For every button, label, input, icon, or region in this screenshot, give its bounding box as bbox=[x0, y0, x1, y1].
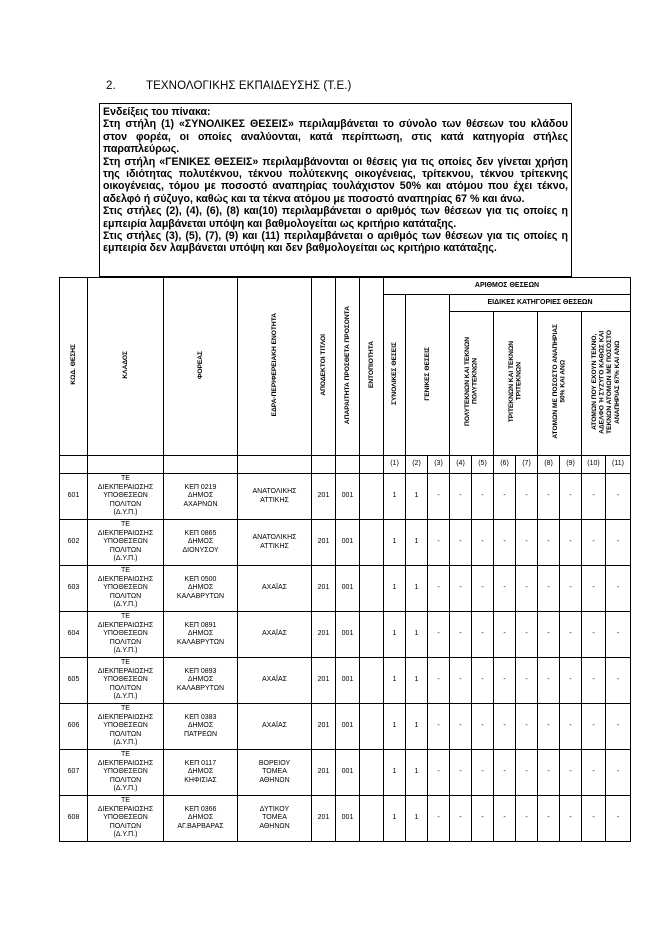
cell-count: - bbox=[582, 474, 606, 520]
table-row bbox=[60, 566, 631, 612]
cell-branch-line: (Δ.Υ.Π.) bbox=[113, 509, 138, 517]
cell-branch-line: ΠΟΛΙΤΩΝ bbox=[109, 638, 142, 646]
cell-count: - bbox=[428, 658, 450, 704]
cell-agency bbox=[164, 750, 238, 796]
cell-count: - bbox=[560, 566, 582, 612]
cell-count: - bbox=[538, 474, 560, 520]
header-extra-qualifications: ΑΠΑΡΑΙΤΗΤΑ ΠΡΟΣΘΕΤΑ ΠΡΟΣΟΝΤΑ bbox=[336, 278, 360, 456]
column-number: (2) bbox=[406, 456, 428, 474]
cell-count: - bbox=[538, 520, 560, 566]
cell-count: - bbox=[450, 796, 472, 842]
cell-agency-line: ΚΑΛΑΒΡΥΤΩΝ bbox=[176, 638, 225, 646]
cell-code: 603 bbox=[60, 566, 88, 612]
cell-count: - bbox=[450, 612, 472, 658]
header-agency: ΦΟΡΕΑΣ bbox=[164, 278, 238, 456]
cell-agency-line: ΚΕΠ 0891 bbox=[184, 621, 217, 629]
cell-branch bbox=[88, 704, 164, 750]
cell-branch-line: ΤΕ bbox=[121, 567, 130, 575]
cell-agency bbox=[164, 796, 238, 842]
cell-agency-line: ΚΕΠ 0383 bbox=[184, 713, 217, 721]
cell-branch-line: ΔΙΕΚΠΕΡΑΙΩΣΗΣ bbox=[97, 713, 154, 721]
cell-count: 1 bbox=[384, 566, 406, 612]
header-general: ΓΕΝΙΚΕΣ ΘΕΣΕΙΣ bbox=[406, 295, 450, 456]
table-row bbox=[60, 658, 631, 704]
cell-count: - bbox=[538, 750, 560, 796]
header-triteknoi: ΤΡΙΤΕΚΝΩΝ ΚΑΙ ΤΕΚΝΩΝ ΤΡΙΤΕΚΝΩΝ bbox=[494, 312, 538, 456]
cell-branch-line: ΠΟΛΙΤΩΝ bbox=[109, 592, 142, 600]
cell-count: - bbox=[560, 520, 582, 566]
cell-count: 1 bbox=[384, 520, 406, 566]
cell-region bbox=[238, 750, 312, 796]
cell-count: - bbox=[538, 658, 560, 704]
cell-locality bbox=[360, 658, 384, 704]
cell-count: - bbox=[516, 704, 538, 750]
cell-branch-line: (Δ.Υ.Π.) bbox=[113, 693, 138, 701]
cell-count: - bbox=[582, 750, 606, 796]
cell-branch-line: ΔΙΕΚΠΕΡΑΙΩΣΗΣ bbox=[97, 483, 154, 491]
cell-agency bbox=[164, 520, 238, 566]
cell-agency-line: ΚΕΠ 0865 bbox=[184, 529, 217, 537]
cell-region-line: ΔΥΤΙΚΟΥ bbox=[259, 805, 290, 813]
cell-agency-line: ΔΗΜΟΣ bbox=[187, 768, 214, 776]
cell-count: - bbox=[428, 474, 450, 520]
cell-count: - bbox=[494, 612, 516, 658]
cell-branch-line: ΠΟΛΙΤΩΝ bbox=[109, 822, 142, 830]
cell-branch bbox=[88, 658, 164, 704]
cell-branch bbox=[88, 750, 164, 796]
cell-degrees: 201 bbox=[312, 520, 336, 566]
cell-agency-line: ΚΕΠ 0500 bbox=[184, 575, 217, 583]
column-number: (9) bbox=[560, 456, 582, 474]
cell-branch-line: (Δ.Υ.Π.) bbox=[113, 601, 138, 609]
cell-branch-line: (Δ.Υ.Π.) bbox=[113, 555, 138, 563]
cell-count: - bbox=[582, 704, 606, 750]
cell-locality bbox=[360, 750, 384, 796]
column-number-row bbox=[60, 456, 631, 474]
cell-locality bbox=[360, 520, 384, 566]
column-number: (10) bbox=[582, 456, 606, 474]
cell-count: - bbox=[450, 704, 472, 750]
cell-extra: 001 bbox=[336, 750, 360, 796]
cell-count: - bbox=[560, 750, 582, 796]
cell-region bbox=[238, 474, 312, 520]
cell-count: 1 bbox=[406, 474, 428, 520]
cell-agency bbox=[164, 612, 238, 658]
cell-branch-line: ΥΠΟΘΕΣΕΩΝ bbox=[103, 492, 148, 500]
cell-region-line: ΒΟΡΕΙΟΥ bbox=[258, 759, 291, 767]
cell-region-line: ΤΟΜΕΑ bbox=[262, 814, 287, 822]
table-row bbox=[60, 474, 631, 520]
cell-code: 605 bbox=[60, 658, 88, 704]
cell-count: - bbox=[516, 520, 538, 566]
cell-count: 1 bbox=[384, 474, 406, 520]
cell-extra: 001 bbox=[336, 566, 360, 612]
cell-extra: 001 bbox=[336, 704, 360, 750]
column-number: (7) bbox=[516, 456, 538, 474]
column-number: (1) bbox=[384, 456, 406, 474]
cell-count: - bbox=[606, 612, 631, 658]
column-number: (3) bbox=[428, 456, 450, 474]
cell-count: 1 bbox=[384, 704, 406, 750]
cell-branch-line: ΔΙΕΚΠΕΡΑΙΩΣΗΣ bbox=[97, 621, 154, 629]
header-positions-count: ΑΡΙΘΜΟΣ ΘΕΣΕΩΝ bbox=[384, 278, 631, 295]
cell-branch-line: (Δ.Υ.Π.) bbox=[113, 785, 138, 793]
cell-region-line: ΑΧΑΪΑΣ bbox=[262, 584, 287, 592]
cell-count: 1 bbox=[406, 612, 428, 658]
cell-region-line: ΤΟΜΕΑ bbox=[262, 768, 287, 776]
cell-count: - bbox=[494, 796, 516, 842]
cell-agency-line: ΠΑΤΡΕΩΝ bbox=[183, 730, 218, 738]
section-number: 2. bbox=[106, 80, 116, 92]
cell-count: - bbox=[582, 658, 606, 704]
cell-agency-line: ΔΗΜΟΣ bbox=[187, 492, 214, 500]
cell-agency-line: ΚΕΠ 0366 bbox=[184, 805, 217, 813]
cell-branch-line: ΠΟΛΙΤΩΝ bbox=[109, 730, 142, 738]
table-row bbox=[60, 704, 631, 750]
cell-count: - bbox=[516, 566, 538, 612]
cell-count: - bbox=[560, 612, 582, 658]
cell-count: - bbox=[472, 474, 494, 520]
cell-count: - bbox=[538, 796, 560, 842]
cell-extra: 001 bbox=[336, 474, 360, 520]
cell-branch-line: ΥΠΟΘΕΣΕΩΝ bbox=[103, 814, 148, 822]
cell-count: - bbox=[472, 566, 494, 612]
cell-branch-line: ΠΟΛΙΤΩΝ bbox=[109, 546, 142, 554]
cell-count: - bbox=[450, 750, 472, 796]
cell-count: - bbox=[472, 520, 494, 566]
cell-count: - bbox=[538, 612, 560, 658]
note-paragraph: Στις στήλες (3), (5), (7), (9) και (11) περιλαμβάνεται ο αριθμός των θέσεων για τις οποίες η εμπειρία δεν λαμβάνεται υπόψη και δεν βαθμολογείται ως κριτήριο κατάταξης. bbox=[103, 230, 568, 255]
cell-count: - bbox=[582, 520, 606, 566]
cell-agency bbox=[164, 474, 238, 520]
header-locality: ΕΝΤΟΠΙΟΤΗΤΑ bbox=[360, 278, 384, 456]
cell-branch-line: ΥΠΟΘΕΣΕΩΝ bbox=[103, 676, 148, 684]
cell-count: - bbox=[472, 704, 494, 750]
cell-count: - bbox=[494, 704, 516, 750]
cell-branch-line: ΤΕ bbox=[121, 475, 130, 483]
cell-count: - bbox=[428, 612, 450, 658]
cell-count: - bbox=[606, 474, 631, 520]
cell-code: 604 bbox=[60, 612, 88, 658]
cell-count: - bbox=[606, 566, 631, 612]
cell-count: - bbox=[516, 658, 538, 704]
cell-count: - bbox=[450, 658, 472, 704]
cell-region-line: ΑΘΗΝΩΝ bbox=[259, 822, 290, 830]
cell-region bbox=[238, 520, 312, 566]
cell-code: 602 bbox=[60, 520, 88, 566]
cell-agency-line: ΚΑΛΑΒΡΥΤΩΝ bbox=[176, 592, 225, 600]
cell-branch-line: ΔΙΕΚΠΕΡΑΙΩΣΗΣ bbox=[97, 529, 154, 537]
header-total: ΣΥΝΟΛΙΚΕΣ ΘΕΣΕΙΣ bbox=[384, 295, 406, 456]
cell-degrees: 201 bbox=[312, 566, 336, 612]
cell-branch-line: (Δ.Υ.Π.) bbox=[113, 739, 138, 747]
header-polyteknoi: ΠΟΛΥΤΕΚΝΩΝ ΚΑΙ ΤΕΚΝΩΝ ΠΟΛΥΤΕΚΝΩΝ bbox=[450, 312, 494, 456]
cell-extra: 001 bbox=[336, 658, 360, 704]
cell-count: - bbox=[472, 612, 494, 658]
cell-count: - bbox=[428, 704, 450, 750]
cell-count: 1 bbox=[406, 566, 428, 612]
cell-count: - bbox=[516, 474, 538, 520]
cell-count: - bbox=[494, 750, 516, 796]
cell-branch bbox=[88, 612, 164, 658]
cell-count: - bbox=[538, 566, 560, 612]
cell-count: - bbox=[606, 750, 631, 796]
header-region: ΕΔΡΑ-ΠΕΡΙΦΕΡΕΙΑΚΗ ΕΝΟΤΗΤΑ bbox=[238, 278, 312, 456]
cell-agency-line: ΔΗΜΟΣ bbox=[187, 814, 214, 822]
cell-branch-line: ΔΙΕΚΠΕΡΑΙΩΣΗΣ bbox=[97, 575, 154, 583]
note-paragraph: Στη στήλη «ΓΕΝΙΚΕΣ ΘΕΣΕΙΣ» περιλαμβάνονται οι θέσεις για τις οποίες δεν γίνεται χρήση της ιδιότητας πολυτέκνου, τέκνου πολύτεκνης οικογένειας, τρίτεκνου, τέκνου τρίτεκνης οικογένειας, τόμου με ποσοστό αναπηρίας τουλάχιστον 50% και ατόμου που έχει τέκνο, αδελφό ή σύζυγο, καθώς και τα τέκνα ατόμου με ποσοστό αναπηρίας 67 % και άνω. bbox=[103, 155, 568, 205]
cell-agency-line: ΔΗΜΟΣ bbox=[187, 538, 214, 546]
cell-count: - bbox=[494, 658, 516, 704]
cell-branch-line: ΔΙΕΚΠΕΡΑΙΩΣΗΣ bbox=[97, 805, 154, 813]
table-row bbox=[60, 750, 631, 796]
cell-count: - bbox=[428, 566, 450, 612]
column-number: (5) bbox=[472, 456, 494, 474]
cell-count: - bbox=[560, 474, 582, 520]
cell-locality bbox=[360, 612, 384, 658]
table-row bbox=[60, 612, 631, 658]
header-code: ΚΩΔ. ΘΕΣΗΣ bbox=[60, 278, 88, 456]
table-row bbox=[60, 520, 631, 566]
notes-heading: Ενδείξεις του πίνακα: bbox=[103, 106, 211, 118]
cell-branch bbox=[88, 474, 164, 520]
cell-branch-line: ΥΠΟΘΕΣΕΩΝ bbox=[103, 722, 148, 730]
cell-count: - bbox=[494, 566, 516, 612]
cell-count: - bbox=[560, 796, 582, 842]
cell-count: - bbox=[472, 750, 494, 796]
cell-agency-line: ΚΕΠ 0219 bbox=[184, 483, 217, 491]
cell-agency bbox=[164, 658, 238, 704]
cell-region-line: ΑΧΑΪΑΣ bbox=[262, 722, 287, 730]
cell-extra: 001 bbox=[336, 520, 360, 566]
cell-branch-line: ΤΕ bbox=[121, 613, 130, 621]
cell-code: 601 bbox=[60, 474, 88, 520]
cell-locality bbox=[360, 796, 384, 842]
cell-count: - bbox=[538, 704, 560, 750]
cell-count: 1 bbox=[406, 750, 428, 796]
cell-region bbox=[238, 658, 312, 704]
cell-branch-line: (Δ.Υ.Π.) bbox=[113, 831, 138, 839]
cell-branch-line: ΥΠΟΘΕΣΕΩΝ bbox=[103, 538, 148, 546]
cell-branch bbox=[88, 796, 164, 842]
section-title bbox=[106, 80, 351, 92]
cell-count: - bbox=[428, 520, 450, 566]
cell-branch-line: (Δ.Υ.Π.) bbox=[113, 647, 138, 655]
cell-agency-line: ΔΙΟΝΥΣΟΥ bbox=[182, 546, 219, 554]
cell-count: - bbox=[428, 796, 450, 842]
column-number: (6) bbox=[494, 456, 516, 474]
cell-count: - bbox=[494, 474, 516, 520]
cell-count: 1 bbox=[406, 796, 428, 842]
cell-extra: 001 bbox=[336, 796, 360, 842]
cell-branch-line: ΔΙΕΚΠΕΡΑΙΩΣΗΣ bbox=[97, 667, 154, 675]
cell-branch-line: ΥΠΟΘΕΣΕΩΝ bbox=[103, 630, 148, 638]
cell-agency bbox=[164, 566, 238, 612]
cell-region-line: ΑΧΑΪΑΣ bbox=[262, 676, 287, 684]
cell-degrees: 201 bbox=[312, 750, 336, 796]
cell-count: - bbox=[450, 474, 472, 520]
cell-degrees: 201 bbox=[312, 658, 336, 704]
cell-count: 1 bbox=[384, 612, 406, 658]
cell-agency-line: ΚΑΛΑΒΡΥΤΩΝ bbox=[176, 684, 225, 692]
cell-count: - bbox=[606, 796, 631, 842]
cell-region-line: ΑΤΤΙΚΗΣ bbox=[260, 542, 289, 550]
cell-branch-line: ΤΕ bbox=[121, 705, 130, 713]
cell-branch-line: ΠΟΛΙΤΩΝ bbox=[109, 776, 142, 784]
cell-branch-line: ΥΠΟΘΕΣΕΩΝ bbox=[103, 584, 148, 592]
cell-count: - bbox=[516, 796, 538, 842]
cell-agency-line: ΔΗΜΟΣ bbox=[187, 676, 214, 684]
cell-branch-line: ΤΕ bbox=[121, 659, 130, 667]
cell-agency-line: ΑΧΑΡΝΩΝ bbox=[183, 500, 218, 508]
cell-count: - bbox=[606, 658, 631, 704]
cell-branch-line: ΤΕ bbox=[121, 797, 130, 805]
cell-count: - bbox=[516, 612, 538, 658]
cell-count: - bbox=[582, 566, 606, 612]
cell-count: 1 bbox=[406, 520, 428, 566]
cell-branch bbox=[88, 520, 164, 566]
cell-agency-line: ΑΓ.ΒΑΡΒΑΡΑΣ bbox=[177, 822, 224, 830]
cell-agency-line: ΚΕΠ 0117 bbox=[184, 759, 217, 767]
cell-region-line: ΑΧΑΪΑΣ bbox=[262, 630, 287, 638]
cell-region-line: ΑΘΗΝΩΝ bbox=[259, 776, 290, 784]
cell-count: - bbox=[582, 612, 606, 658]
cell-count: - bbox=[560, 704, 582, 750]
positions-table bbox=[59, 277, 631, 842]
header-special-categories: ΕΙΔΙΚΕΣ ΚΑΤΗΓΟΡΙΕΣ ΘΕΣΕΩΝ bbox=[450, 295, 631, 312]
cell-branch-line: ΤΕ bbox=[121, 521, 130, 529]
cell-count: - bbox=[606, 520, 631, 566]
cell-count: - bbox=[450, 520, 472, 566]
cell-agency-line: ΚΕΠ 0893 bbox=[184, 667, 217, 675]
cell-region bbox=[238, 566, 312, 612]
cell-branch-line: ΠΟΛΙΤΩΝ bbox=[109, 500, 142, 508]
cell-code: 608 bbox=[60, 796, 88, 842]
cell-locality bbox=[360, 704, 384, 750]
cell-region-line: ΑΝΑΤΟΛΙΚΗΣ bbox=[252, 534, 297, 542]
cell-region bbox=[238, 796, 312, 842]
cell-count: - bbox=[582, 796, 606, 842]
cell-count: - bbox=[606, 704, 631, 750]
cell-branch-line: ΤΕ bbox=[121, 751, 130, 759]
cell-count: - bbox=[428, 750, 450, 796]
cell-count: 1 bbox=[384, 658, 406, 704]
section-title-text: ΤΕΧΝΟΛΟΓΙΚΗΣ ΕΚΠΑΙΔΕΥΣΗΣ (Τ.Ε.) bbox=[146, 80, 352, 92]
cell-degrees: 201 bbox=[312, 796, 336, 842]
cell-region bbox=[238, 612, 312, 658]
cell-count: 1 bbox=[384, 796, 406, 842]
header-disabled: ΑΤΟΜΩΝ ΜΕ ΠΟΣΟΣΤΟ ΑΝΑΠΗΡΙΑΣ 50% ΚΑΙ ΑΝΩ bbox=[538, 312, 582, 456]
cell-branch-line: ΠΟΛΙΤΩΝ bbox=[109, 684, 142, 692]
cell-agency-line: ΔΗΜΟΣ bbox=[187, 630, 214, 638]
cell-degrees: 201 bbox=[312, 474, 336, 520]
note-paragraph: Στη στήλη (1) «ΣΥΝΟΛΙΚΕΣ ΘΕΣΕΙΣ» περιλαμβάνεται το σύνολο των θέσεων του κλάδου στον φορέα, οι οποίες αναλύονται, κατά περίπτωση, στις κατά κατηγορία στήλες παραπλεύρως. bbox=[103, 118, 568, 156]
cell-region-line: ΑΝΑΤΟΛΙΚΗΣ bbox=[252, 488, 297, 496]
cell-locality bbox=[360, 566, 384, 612]
cell-agency-line: ΔΗΜΟΣ bbox=[187, 584, 214, 592]
cell-extra: 001 bbox=[336, 612, 360, 658]
cell-locality bbox=[360, 474, 384, 520]
cell-count: - bbox=[494, 520, 516, 566]
cell-region bbox=[238, 704, 312, 750]
header-relatives: ΑΤΟΜΩΝ ΠΟΥ ΕΧΟΥΝ ΤΕΚΝΟ, ΑΔΕΛΦΟ Ή ΣΥΖΥΓΟ ΚΑΘΩΣ ΚΑΙ ΤΕΚΝΩΝ ΑΤΟΜΩΝ ΜΕ ΠΟΣΟΣΤΟ ΑΝΑΠΗΡΙΑΣ 67% ΚΑΙ ΑΝΩ bbox=[582, 312, 631, 456]
note-paragraph: Στις στήλες (2), (4), (6), (8) και(10) περιλαμβάνεται ο αριθμός των θέσεων για τις οποίες η εμπειρία λαμβάνεται υπόψη και βαθμολογείται ως κριτήριο κατάταξης. bbox=[103, 205, 568, 230]
column-number: (8) bbox=[538, 456, 560, 474]
cell-degrees: 201 bbox=[312, 704, 336, 750]
cell-count: - bbox=[472, 658, 494, 704]
cell-degrees: 201 bbox=[312, 612, 336, 658]
cell-branch-line: ΔΙΕΚΠΕΡΑΙΩΣΗΣ bbox=[97, 759, 154, 767]
cell-count: 1 bbox=[384, 750, 406, 796]
cell-agency-line: ΚΗΦΙΣΙΑΣ bbox=[184, 776, 217, 784]
cell-count: - bbox=[560, 658, 582, 704]
cell-agency-line: ΔΗΜΟΣ bbox=[187, 722, 214, 730]
header-degrees: ΑΠΟΔΕΚΤΟΙ ΤΙΤΛΟΙ bbox=[312, 278, 336, 456]
cell-branch bbox=[88, 566, 164, 612]
column-number: (4) bbox=[450, 456, 472, 474]
cell-count: 1 bbox=[406, 704, 428, 750]
cell-code: 606 bbox=[60, 704, 88, 750]
header-branch: ΚΛΑΔΟΣ bbox=[88, 278, 164, 456]
cell-code: 607 bbox=[60, 750, 88, 796]
cell-region-line: ΑΤΤΙΚΗΣ bbox=[260, 496, 289, 504]
cell-count: - bbox=[516, 750, 538, 796]
column-number: (11) bbox=[606, 456, 631, 474]
cell-count: 1 bbox=[406, 658, 428, 704]
table-row bbox=[60, 796, 631, 842]
cell-count: - bbox=[450, 566, 472, 612]
cell-agency bbox=[164, 704, 238, 750]
cell-branch-line: ΥΠΟΘΕΣΕΩΝ bbox=[103, 768, 148, 776]
table-body bbox=[60, 474, 631, 842]
cell-count: - bbox=[472, 796, 494, 842]
table-notes bbox=[99, 103, 572, 277]
